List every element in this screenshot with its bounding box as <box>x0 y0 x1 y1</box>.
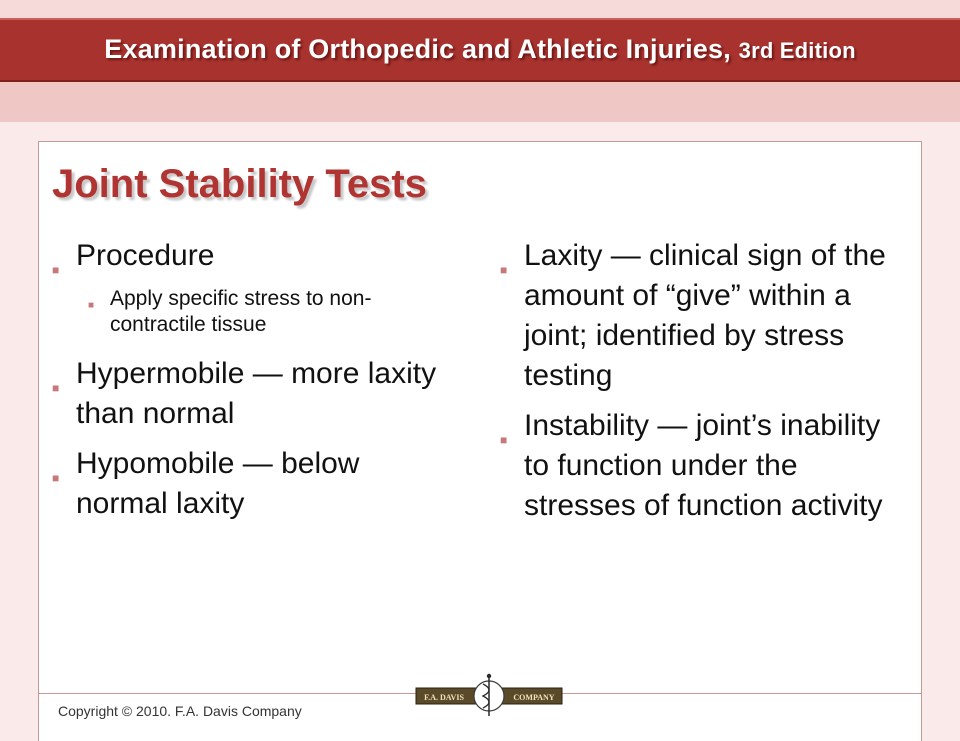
bullet-square-icon: ■ <box>52 263 60 277</box>
bullet-laxity <box>500 236 900 396</box>
slide-title: Joint Stability Tests <box>52 162 427 206</box>
bullet-hypomobile <box>52 444 442 524</box>
bullet-square-icon: ■ <box>88 300 95 311</box>
bullet-hypermobile <box>52 354 442 434</box>
left-column <box>52 236 442 534</box>
bullet-square-icon: ■ <box>52 381 60 395</box>
bullet-procedure <box>52 236 442 276</box>
bullet-text: Laxity — clinical sign of the amount of “give” within a joint; identified by stress testing <box>524 239 886 392</box>
bullet-square-icon: ■ <box>52 471 60 485</box>
bullet-text: Hypomobile — below normal laxity <box>76 447 360 520</box>
bullet-text: Procedure <box>76 239 215 272</box>
bullet-text: Hypermobile — more laxity than normal <box>76 357 437 430</box>
top-strip <box>0 0 960 18</box>
bullet-square-icon: ■ <box>500 263 508 277</box>
bullet-square-icon: ■ <box>500 433 508 447</box>
book-title-main: Examination of Orthopedic and Athletic Injuries, <box>104 34 739 64</box>
logo-right-text: COMPANY <box>513 693 555 702</box>
book-title <box>0 34 960 65</box>
book-edition: 3rd Edition <box>738 38 856 63</box>
sub-band <box>0 82 960 122</box>
right-column <box>500 236 900 536</box>
copyright-text: Copyright © 2010. F.A. Davis Company <box>58 703 302 719</box>
sub-bullet-apply-stress <box>76 286 442 338</box>
header-banner <box>0 18 960 82</box>
logo-left-text: F.A. DAVIS <box>424 693 464 702</box>
sub-bullet-text: Apply specific stress to non-contractile tissue <box>110 287 372 336</box>
bullet-instability <box>500 406 900 526</box>
bullet-text: Instability — joint’s inability to function under the stresses of function activity <box>524 409 883 522</box>
fa-davis-logo <box>414 670 564 718</box>
